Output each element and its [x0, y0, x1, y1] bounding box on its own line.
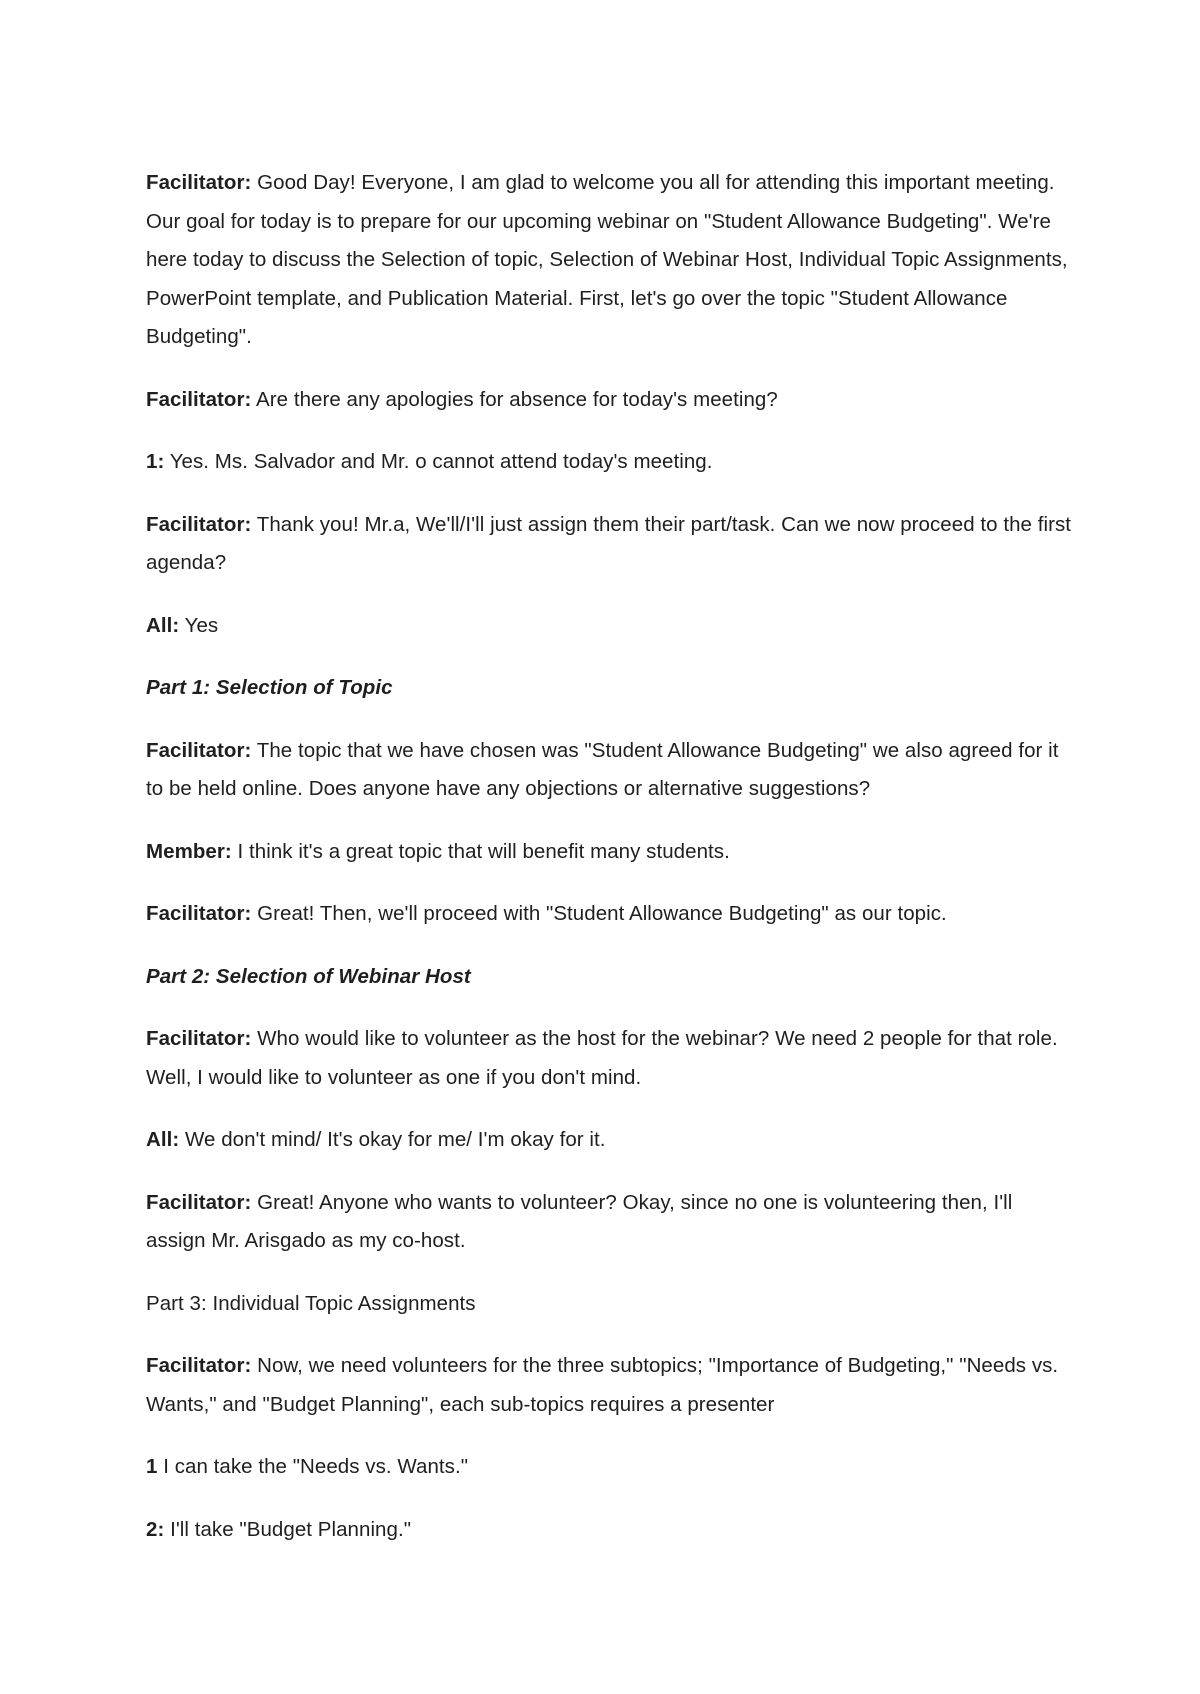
document-page: [146, 164, 1076, 1573]
paragraph-text: Yes: [179, 613, 219, 637]
paragraph-all-yes: [146, 607, 1076, 646]
paragraph-intro: [146, 164, 1076, 357]
paragraph-text: Who would like to volunteer as the host for the webinar? We need 2 people for that role. Well, I would like to volunteer as one if you don't mind.: [146, 1027, 1058, 1089]
speaker-label: Member:: [146, 839, 232, 863]
section-heading-part-3: Part 3: Individual Topic Assignments: [146, 1291, 476, 1315]
section-heading-part-1: Part 1: Selection of Topic: [146, 676, 393, 699]
speaker-label: 1: [146, 1455, 158, 1478]
paragraph-apologies-answer: [146, 443, 1076, 482]
speaker-label: Facilitator:: [146, 1027, 252, 1050]
paragraph-text: I think it's a great topic that will benefit many students.: [231, 839, 730, 863]
paragraph-proceed: [146, 506, 1076, 583]
paragraph-needs-wants: [146, 1448, 1076, 1487]
paragraph-cohost-assigned: [146, 1184, 1076, 1261]
paragraph-subtopics: [146, 1347, 1076, 1424]
paragraph-text: Great! Then, we'll proceed with "Student Allowance Budgeting" as our topic.: [251, 902, 947, 925]
speaker-label: All:: [146, 1128, 180, 1151]
paragraph-text: We don't mind/ It's okay for me/ I'm okay for it.: [179, 1128, 606, 1151]
paragraph-text: I can take the "Needs vs. Wants.": [157, 1455, 469, 1478]
speaker-label: All:: [146, 613, 180, 637]
paragraph-text: Good Day! Everyone, I am glad to welcome you all for attending this important meeting. Our goal for today is to prepare for our upcoming webinar on "Student Allowance Budgeting". We're here today to discuss the Selection of topic, Selection of Webinar Host, Individual Topic Assignments, PowerPoint template, and Publication Material. First, let's go over the topic "Student Allowance Budgeting".: [146, 171, 1068, 348]
paragraph-text: Now, we need volunteers for the three subtopics; "Importance of Budgeting," "Needs vs. Wants," and "Budget Planning", each sub-topics requires a presenter: [146, 1354, 1059, 1416]
paragraph-topic-confirmed: [146, 895, 1076, 934]
speaker-label: 2:: [146, 1517, 165, 1541]
speaker-label: Facilitator:: [146, 387, 252, 411]
paragraph-text: Great! Anyone who wants to volunteer? Okay, since no one is volunteering then, I'll assign Mr. Arisgado as my co-host.: [146, 1190, 1013, 1252]
speaker-label: Facilitator:: [146, 171, 252, 194]
speaker-label: Facilitator:: [146, 1354, 252, 1377]
section-heading-part-2: Part 2: Selection of Webinar Host: [146, 964, 471, 988]
paragraph-host-volunteer: [146, 1020, 1076, 1097]
paragraph-member-opinion: [146, 833, 1076, 872]
speaker-label: 1:: [146, 450, 165, 473]
paragraph-text: Yes. Ms. Salvador and Mr. o cannot attend today's meeting.: [164, 450, 713, 473]
paragraph-text: I'll take "Budget Planning.": [164, 1517, 412, 1541]
speaker-label: Facilitator:: [146, 512, 252, 536]
paragraph-apologies-question: [146, 381, 1076, 420]
paragraph-all-agree: [146, 1121, 1076, 1160]
speaker-label: Facilitator:: [146, 738, 252, 762]
paragraph-text: The topic that we have chosen was "Student Allowance Budgeting" we also agreed for it to be held online. Does anyone have any objections or alternative suggestions?: [146, 738, 1059, 800]
paragraph-budget-planning: [146, 1511, 1076, 1550]
paragraph-text: Are there any apologies for absence for today's meeting?: [251, 387, 778, 411]
speaker-label: Facilitator:: [146, 902, 252, 925]
speaker-label: Facilitator:: [146, 1190, 252, 1214]
paragraph-topic-chosen: [146, 732, 1076, 809]
paragraph-text: Thank you! Mr.a, We'll/I'll just assign them their part/task. Can we now proceed to the first agenda?: [146, 512, 1072, 574]
